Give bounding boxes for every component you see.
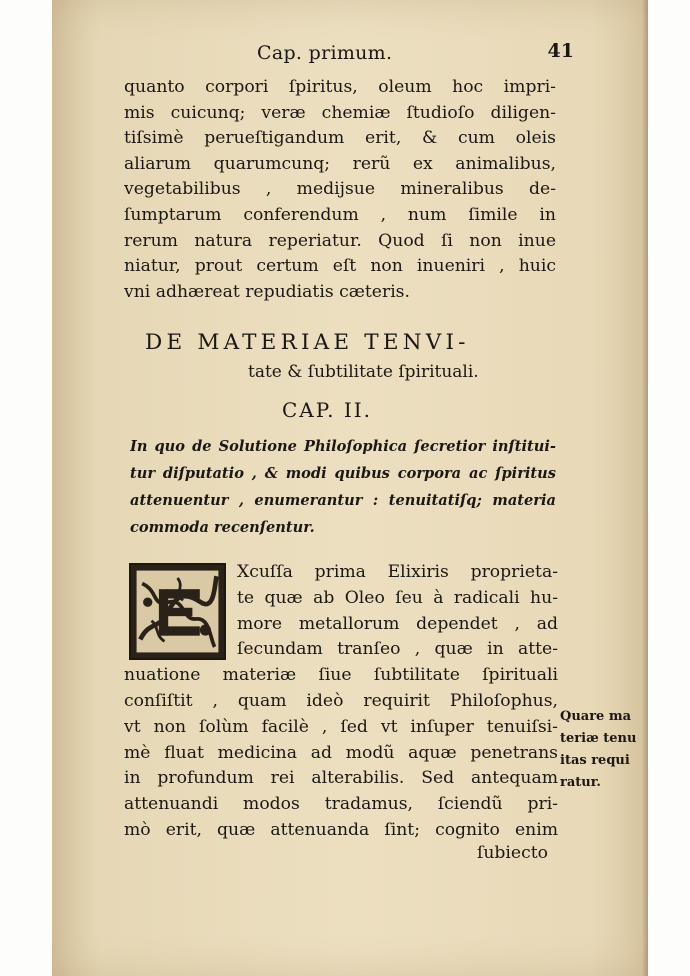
text-line: vni adhæreat repudiatis cæteris. (124, 281, 410, 302)
text-line: vegetabilibus , medijsue mineralibus de- (124, 179, 556, 200)
chapter-summary (130, 433, 556, 541)
marginal-note-line: ratur. (560, 775, 601, 790)
paragraph-main (124, 560, 558, 844)
summary-line: In quo de Solutione Philoſophica ſecretior inſtitui- (130, 438, 556, 455)
marginal-note (560, 706, 636, 794)
summary-line: commoda recenſentur. (130, 519, 315, 536)
text-line: more metallorum dependet , ad (237, 613, 558, 634)
catchword: ſubiecto (477, 843, 548, 863)
running-head: Cap. primum. (257, 42, 393, 64)
text-line: attenuandi modos tradamus, ſciendũ pri- (124, 794, 558, 815)
text-line: tiſsimè perueſtigandum erit, & cum oleis (124, 128, 556, 149)
paragraph-continued (124, 75, 556, 305)
section-heading: DE MATERIAE TENVI- (145, 330, 470, 355)
text-line: ſecundam tranſeo , quæ in atte- (237, 639, 558, 660)
marginal-note-line: teriæ tenu (560, 731, 637, 746)
section-subheading: tate & ſubtilitate ſpirituali. (248, 362, 479, 382)
text-line: te quæ ab Oleo ſeu à radicali hu- (237, 587, 558, 608)
text-line: mè fluat medicina ad modũ aquæ penetrans (124, 742, 558, 763)
text-line: quanto corpori ſpiritus, oleum hoc impri- (124, 77, 556, 97)
text-line: aliarum quarumcunq; rerũ ex animalibus, (124, 153, 556, 174)
summary-line: tur diſputatio , & modi quibus corpora ac ſpiritus (130, 465, 556, 482)
text-line: mis cuicunq; veræ chemiæ ſtudioſo diligen- (124, 102, 556, 123)
chapter-label: CAP. II. (282, 398, 373, 422)
text-line: rerum natura reperiatur. Quod ſi non inue (124, 230, 556, 251)
book-page (52, 0, 648, 976)
text-line: mò erit, quæ attenuanda ſint; cognito enim (124, 819, 558, 840)
text-line: in profundum rei alterabilis. Sed antequam (124, 768, 558, 789)
text-line: niatur, prout certum eſt non inueniri , huic (124, 256, 556, 277)
summary-line: attenuentur , enumerantur : tenuitatiſq; materia (130, 492, 556, 509)
text-line: nuatione materiæ ſiue ſubtilitate ſpirituali (124, 665, 558, 686)
marginal-note-line: itas requi (560, 753, 630, 768)
text-line: Xcuſſa prima Elixiris proprieta- (237, 562, 558, 582)
page-number: 41 (547, 40, 574, 62)
text-line: ſumptarum conferendum , num ſimile in (124, 204, 556, 225)
text-line: vt non ſolùm facilè , ſed vt inſuper tenuiſsi- (124, 716, 558, 737)
marginal-note-line: Quare ma (560, 709, 632, 724)
text-line: conſiſtit , quam ideò requirit Philoſophus, (124, 690, 558, 711)
